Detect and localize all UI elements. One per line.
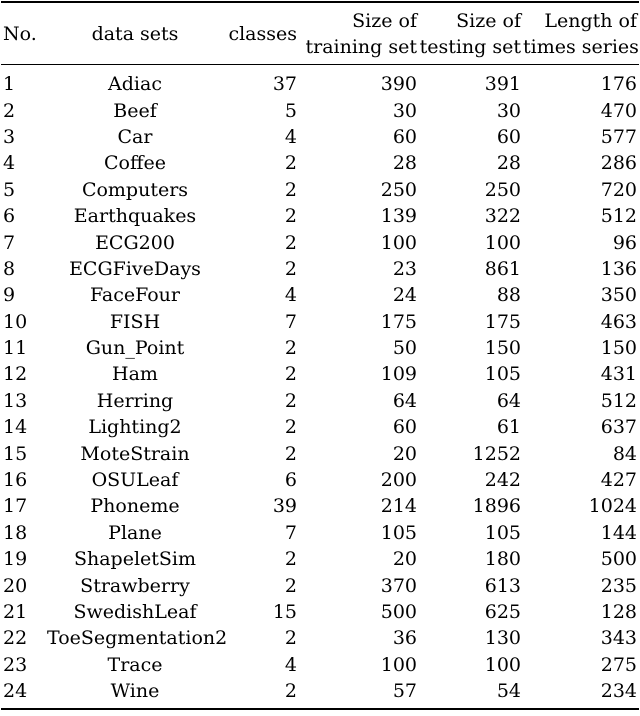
cell-classes: 7: [284, 521, 297, 544]
cell-testing-size: 322: [484, 205, 521, 228]
cell-series-length: 577: [600, 125, 637, 148]
header-testing-size-line2: testing set: [419, 35, 521, 58]
cell-data-set: FaceFour: [89, 284, 180, 307]
cell-classes: 2: [284, 627, 297, 650]
cell-classes: 2: [284, 257, 297, 280]
table-row: [1, 150, 639, 176]
cell-training-size: 109: [380, 363, 417, 386]
cell-training-size: 24: [392, 284, 417, 307]
cell-data-set: Lighting2: [88, 416, 182, 439]
header-series-length: [523, 3, 639, 64]
cell-classes: 2: [284, 178, 297, 201]
cell-no: 14: [3, 416, 28, 439]
cell-training-size: 20: [392, 548, 417, 571]
cell-classes: 2: [284, 680, 297, 703]
cell-no: 4: [3, 152, 16, 175]
table-row: [1, 467, 639, 493]
cell-training-size: 28: [392, 152, 417, 175]
table-row: [1, 124, 639, 150]
cell-testing-size: 613: [484, 574, 521, 597]
cell-data-set: Ham: [112, 363, 158, 386]
cell-testing-size: 100: [484, 653, 521, 676]
header-training-size-line1: Size of: [352, 9, 417, 32]
table-row: [1, 652, 639, 678]
table-row: [1, 361, 639, 387]
cell-training-size: 50: [392, 337, 417, 360]
cell-training-size: 36: [392, 627, 417, 650]
cell-series-length: 84: [612, 442, 637, 465]
cell-training-size: 64: [392, 389, 417, 412]
cell-data-set: ToeSegmentation2: [47, 627, 228, 650]
table-row: [1, 572, 639, 598]
table-row: [1, 65, 639, 97]
cell-series-length: 427: [600, 469, 637, 492]
datasets-table: [1, 1, 639, 710]
cell-series-length: 463: [600, 310, 637, 333]
cell-testing-size: 1896: [472, 495, 521, 518]
cell-classes: 2: [284, 337, 297, 360]
cell-classes: 2: [284, 548, 297, 571]
cell-no: 8: [3, 257, 16, 280]
cell-no: 5: [3, 178, 16, 201]
cell-classes: 2: [284, 389, 297, 412]
cell-testing-size: 250: [484, 178, 521, 201]
cell-series-length: 176: [600, 73, 637, 96]
cell-data-set: FISH: [109, 310, 161, 333]
cell-no: 23: [3, 653, 28, 676]
cell-series-length: 136: [600, 257, 637, 280]
cell-classes: 6: [284, 469, 297, 492]
cell-no: 16: [3, 469, 28, 492]
table-row: [1, 203, 639, 229]
cell-data-set: ShapeletSim: [73, 548, 197, 571]
cell-series-length: 431: [600, 363, 637, 386]
cell-testing-size: 28: [496, 152, 521, 175]
table-body-wrap: [1, 65, 639, 708]
table-row: [1, 599, 639, 625]
cell-training-size: 105: [380, 521, 417, 544]
header-training-size: [299, 3, 419, 64]
cell-classes: 2: [284, 574, 297, 597]
cell-training-size: 60: [392, 125, 417, 148]
cell-data-set: SwedishLeaf: [73, 601, 197, 623]
cell-testing-size: 180: [484, 548, 521, 571]
cell-testing-size: 242: [484, 469, 521, 492]
cell-classes: 15: [272, 601, 297, 623]
cell-training-size: 214: [380, 495, 417, 518]
cell-series-length: 500: [600, 548, 637, 571]
cell-data-set: Phoneme: [90, 495, 180, 518]
header-training-size-line2: training set: [305, 35, 417, 58]
table: [1, 3, 639, 64]
cell-series-length: 1024: [588, 495, 637, 518]
table-body: [1, 65, 639, 708]
cell-no: 1: [3, 73, 16, 96]
header-series-length-line1: Length of: [544, 9, 637, 32]
cell-data-set: Trace: [107, 653, 163, 676]
cell-data-set: ECG200: [95, 231, 175, 254]
cell-series-length: 234: [600, 680, 637, 703]
cell-classes: 4: [284, 653, 297, 676]
cell-training-size: 60: [392, 416, 417, 439]
cell-data-set: OSULeaf: [91, 469, 179, 492]
cell-training-size: 100: [380, 653, 417, 676]
cell-testing-size: 105: [484, 363, 521, 386]
cell-data-set: Plane: [108, 521, 162, 544]
table-row: [1, 520, 639, 546]
cell-classes: 39: [272, 495, 297, 518]
cell-series-length: 343: [600, 627, 637, 650]
cell-classes: 2: [284, 416, 297, 439]
cell-data-set: Earthquakes: [73, 205, 197, 228]
header-classes: classes: [228, 22, 297, 45]
cell-classes: 2: [284, 363, 297, 386]
table-row: [1, 625, 639, 651]
table-row: [1, 493, 639, 519]
table-row: [1, 309, 639, 335]
cell-no: 6: [3, 205, 16, 228]
header-row: [1, 3, 639, 64]
cell-classes: 37: [272, 73, 297, 96]
cell-series-length: 286: [600, 152, 637, 175]
cell-no: 24: [3, 680, 28, 703]
cell-testing-size: 54: [496, 680, 521, 703]
cell-data-set: Strawberry: [80, 574, 190, 597]
cell-classes: 2: [284, 442, 297, 465]
cell-training-size: 20: [392, 442, 417, 465]
cell-no: 13: [3, 389, 28, 412]
cell-classes: 2: [284, 231, 297, 254]
table-row: [1, 335, 639, 361]
cell-training-size: 250: [380, 178, 417, 201]
cell-training-size: 23: [392, 257, 417, 280]
cell-data-set: Beef: [113, 99, 157, 122]
cell-training-size: 57: [392, 680, 417, 703]
table-row: [1, 229, 639, 255]
cell-no: 18: [3, 521, 28, 544]
cell-no: 17: [3, 495, 28, 518]
cell-no: 3: [3, 125, 16, 148]
table-row: [1, 440, 639, 466]
table-row: [1, 177, 639, 203]
cell-testing-size: 60: [496, 125, 521, 148]
header-testing-size-line1: Size of: [456, 9, 521, 32]
cell-no: 11: [3, 337, 28, 360]
cell-testing-size: 61: [496, 416, 521, 439]
cell-testing-size: 64: [496, 389, 521, 412]
cell-classes: 2: [284, 152, 297, 175]
cell-series-length: 720: [600, 178, 637, 201]
cell-data-set: Herring: [96, 389, 174, 412]
header-no: No.: [3, 22, 37, 45]
cell-classes: 5: [284, 99, 297, 122]
cell-no: 15: [3, 442, 28, 465]
cell-series-length: 96: [612, 231, 637, 254]
cell-training-size: 390: [380, 73, 417, 96]
cell-series-length: 512: [600, 205, 637, 228]
cell-no: 7: [3, 231, 16, 254]
table-row: [1, 678, 639, 708]
cell-training-size: 100: [380, 231, 417, 254]
cell-classes: 4: [284, 284, 297, 307]
cell-series-length: 275: [600, 653, 637, 676]
header-series-length-line2: times series: [523, 35, 639, 58]
cell-training-size: 175: [380, 310, 417, 333]
cell-classes: 2: [284, 205, 297, 228]
table-row: [1, 282, 639, 308]
cell-training-size: 200: [380, 469, 417, 492]
cell-series-length: 512: [600, 389, 637, 412]
table-header: [1, 3, 639, 64]
cell-testing-size: 175: [484, 310, 521, 333]
cell-no: 22: [3, 627, 28, 650]
cell-testing-size: 88: [496, 284, 521, 307]
cell-testing-size: 105: [484, 521, 521, 544]
cell-series-length: 470: [600, 99, 637, 122]
cell-training-size: 500: [380, 601, 417, 623]
cell-series-length: 235: [600, 574, 637, 597]
cell-classes: 4: [284, 125, 297, 148]
cell-testing-size: 30: [496, 99, 521, 122]
header-testing-size: [419, 3, 523, 64]
cell-training-size: 139: [380, 205, 417, 228]
cell-testing-size: 130: [484, 627, 521, 650]
bottom-rule: [1, 708, 639, 710]
table-row: [1, 97, 639, 123]
table-row: [1, 388, 639, 414]
cell-testing-size: 1252: [472, 442, 521, 465]
cell-no: 2: [3, 99, 16, 122]
header-data-sets: data sets: [91, 22, 179, 45]
cell-testing-size: 100: [484, 231, 521, 254]
table-row: [1, 414, 639, 440]
cell-training-size: 370: [380, 574, 417, 597]
cell-series-length: 144: [600, 521, 637, 544]
cell-no: 10: [3, 310, 28, 333]
cell-data-set: Adiac: [108, 73, 162, 96]
cell-data-set: Car: [117, 125, 153, 148]
cell-no: 9: [3, 284, 16, 307]
cell-series-length: 350: [600, 284, 637, 307]
cell-data-set: Coffee: [104, 152, 166, 175]
cell-testing-size: 861: [484, 257, 521, 280]
table-row: [1, 546, 639, 572]
cell-data-set: ECGFiveDays: [69, 257, 201, 280]
cell-training-size: 30: [392, 99, 417, 122]
cell-data-set: Computers: [81, 178, 189, 201]
table-row: [1, 256, 639, 282]
cell-no: 19: [3, 548, 28, 571]
cell-data-set: Gun_Point: [85, 337, 185, 360]
cell-series-length: 637: [600, 416, 637, 439]
cell-no: 21: [3, 601, 28, 623]
cell-data-set: Wine: [110, 680, 160, 703]
cell-no: 20: [3, 574, 28, 597]
cell-classes: 7: [284, 310, 297, 333]
cell-testing-size: 391: [484, 73, 521, 96]
cell-series-length: 150: [600, 337, 637, 360]
cell-testing-size: 625: [484, 601, 521, 623]
cell-testing-size: 150: [484, 337, 521, 360]
cell-data-set: MoteStrain: [80, 442, 190, 465]
cell-series-length: 128: [600, 601, 637, 623]
cell-no: 12: [3, 363, 28, 386]
